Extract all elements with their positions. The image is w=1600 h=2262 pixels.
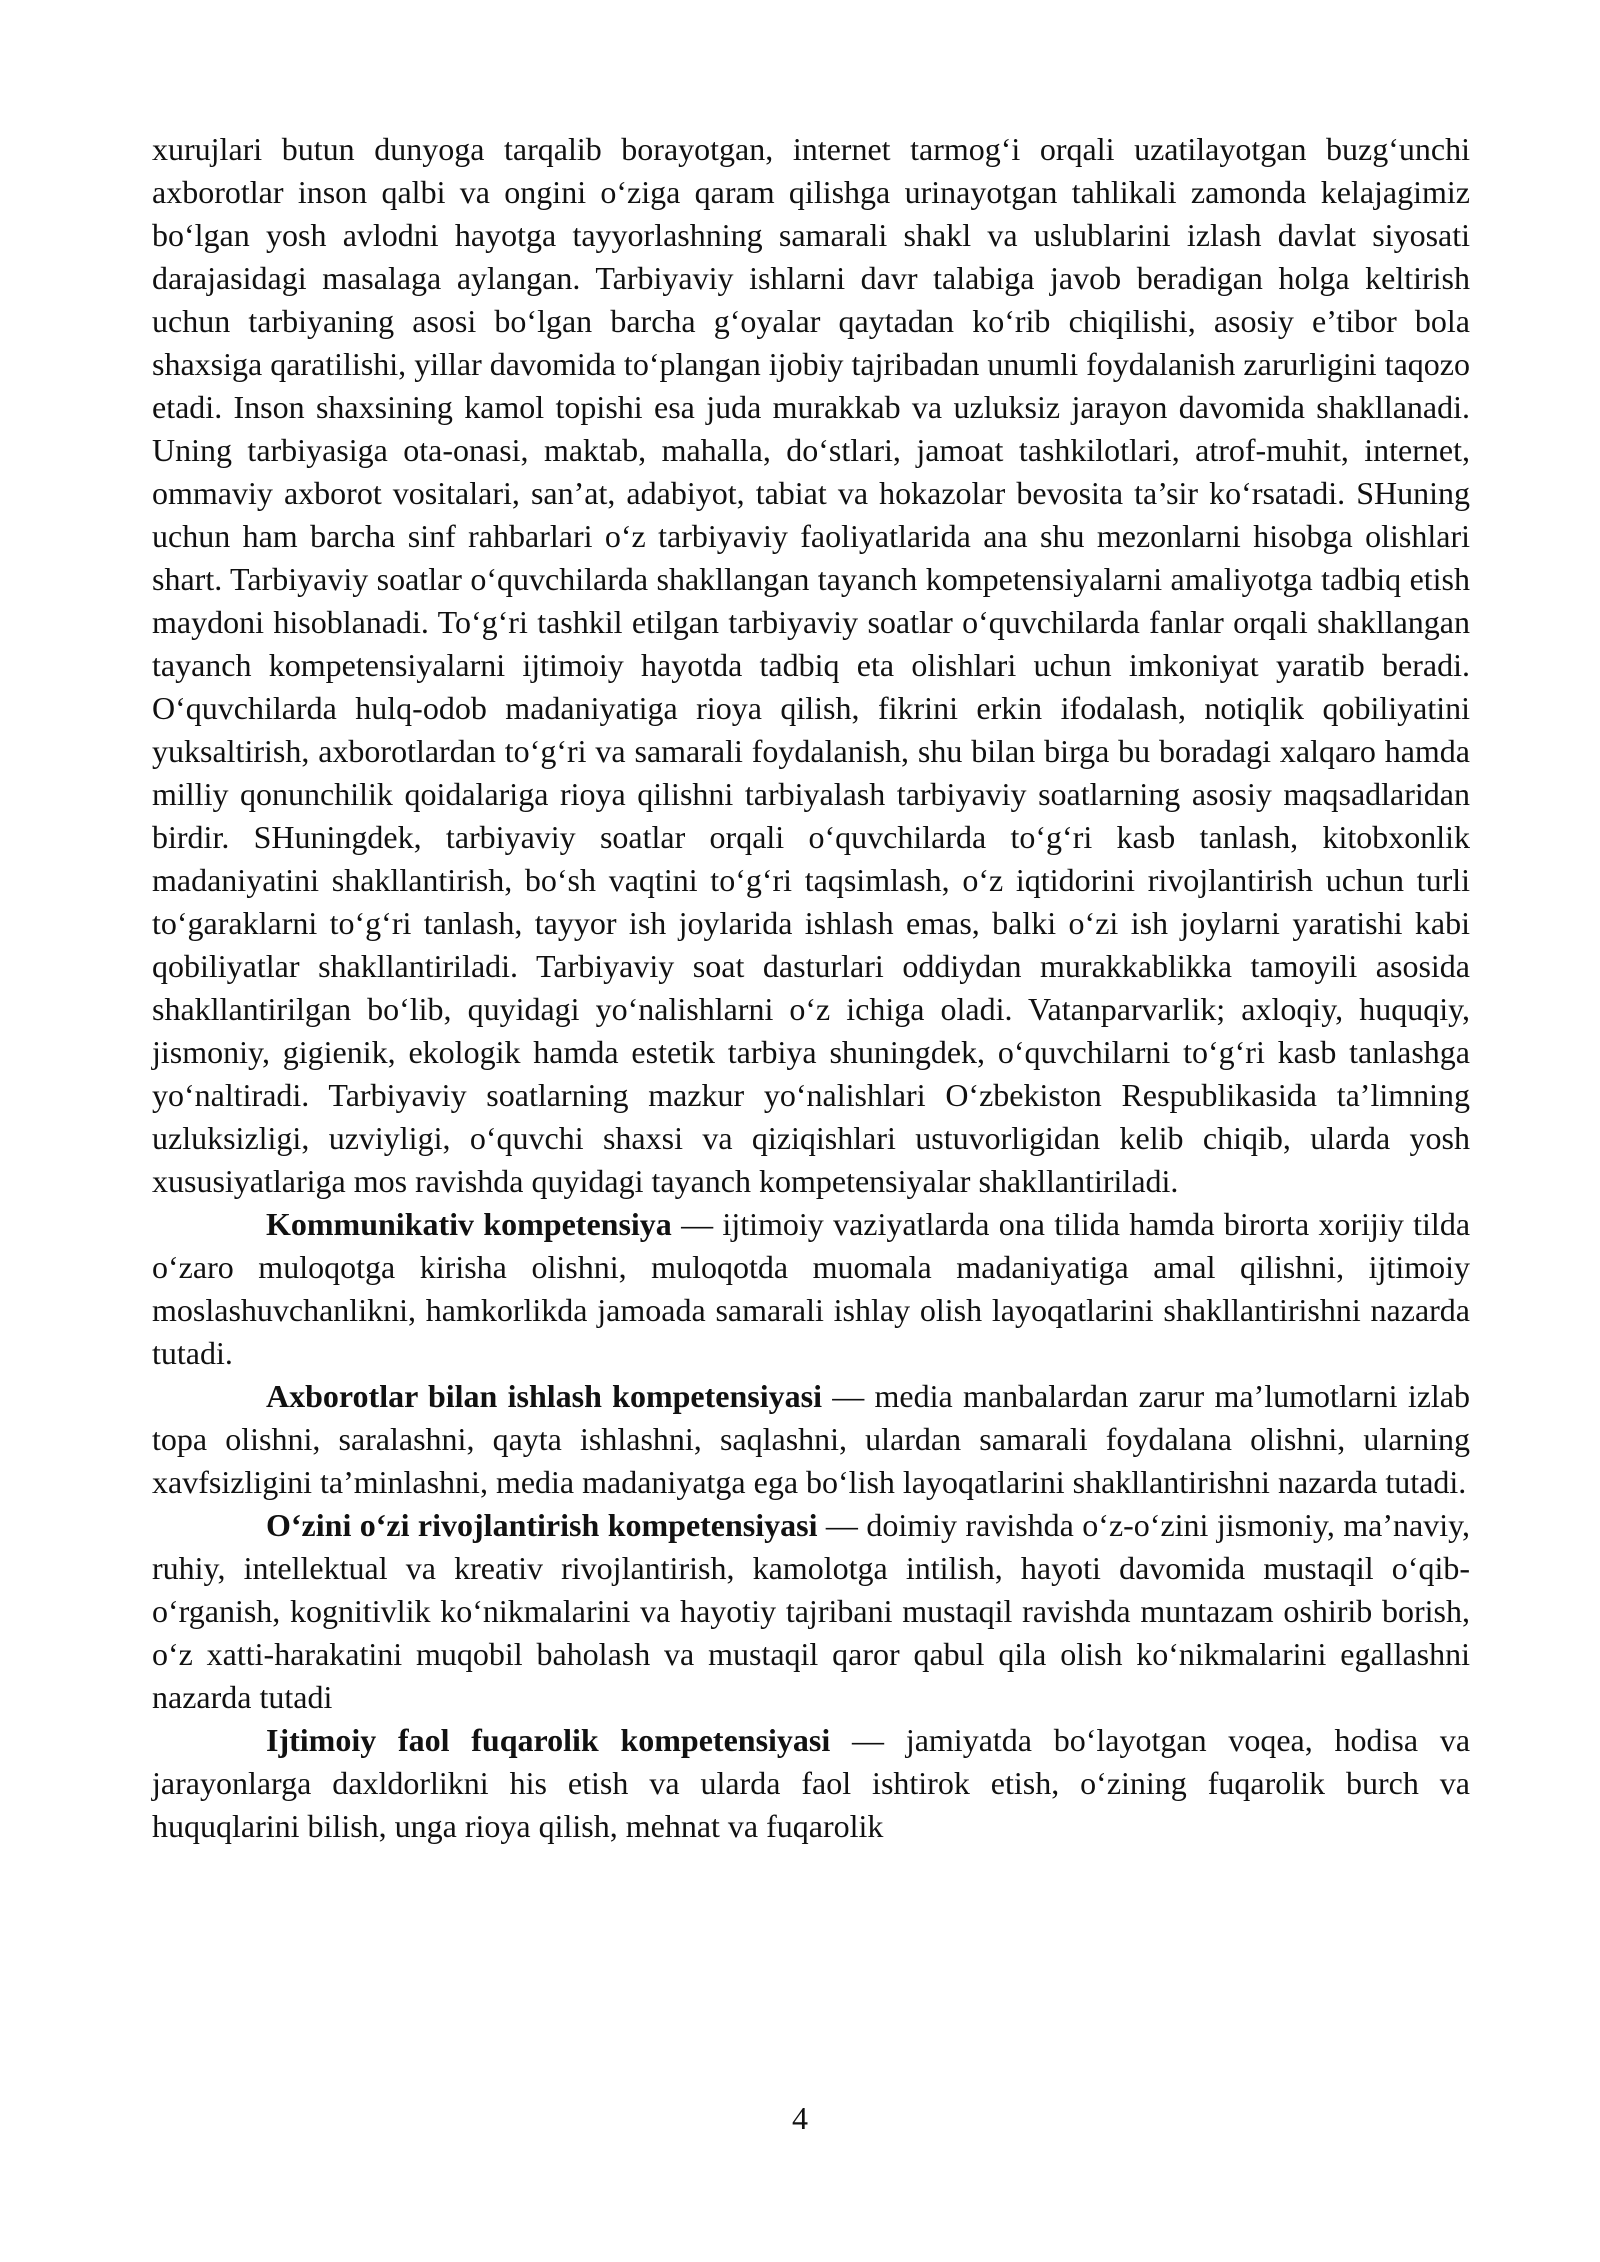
competency-term: Kommunikativ kompetensiya: [266, 1206, 672, 1242]
competency-definition: ijtimoiy vaziyatlarda ona tilida hamda birorta xorijiy tilda o‘zaro muloqotga kirisha olishni, muloqotda muomala madaniyatiga amal qilishni, ijtimoiy moslashuvchanlikni, hamkorlikda jamoada samarali ishlay olish layoqatlarini shakllantirishni nazarda tutadi.: [152, 1206, 1471, 1371]
competency-term: O‘zini o‘zi rivojlantirish kompetensiyasi: [266, 1507, 818, 1543]
competency-definition: doimiy ravishda o‘z-o‘zini jismoniy, ma’naviy, ruhiy, intellektual va kreativ rivojlantirish, kamolotga intilish, hayoti davomida mustaqil o‘qib-o‘rganish, kognitivlik ko‘nikmalarini va hayotiy tajribani mustaqil ravishda muntazam oshirib borish, o‘z xatti-harakatini muqobil baholash va mustaqil qaror qabul qila olish ko‘nikmalarini egallashni nazarda tutadi: [152, 1507, 1471, 1715]
competency-term: Ijtimoiy faol fuqarolik kompetensiyasi: [266, 1722, 831, 1758]
competency-paragraph-civic: [152, 1719, 1470, 1848]
document-page: [152, 128, 1470, 2262]
body-paragraph: [152, 128, 1470, 1203]
em-dash: —: [671, 1206, 723, 1242]
em-dash: —: [817, 1507, 867, 1543]
competency-term: Axborotlar bilan ishlash kompetensiyasi: [266, 1378, 822, 1414]
competency-paragraph-self-development: [152, 1504, 1470, 1719]
page-number: 4: [792, 2100, 808, 2136]
competency-definition: media manbalardan zarur ma’lumotlarni izlab topa olishni, saralashni, qayta ishlashni, saqlashni, ulardan samarali foydalana olishni, ularning xavfsizligini ta’minlashni, media madaniyatga ega bo‘lish layoqatlarini shakllantirishni nazarda tutadi.: [152, 1378, 1471, 1500]
em-dash: —: [830, 1722, 906, 1758]
em-dash: —: [821, 1378, 875, 1414]
competency-paragraph-communicative: [152, 1203, 1470, 1375]
competency-definition: jamiyatda bo‘layotgan voqea, hodisa va jarayonlarga daxldorlikni his etish va ularda faol ishtirok etish, o‘zining fuqarolik burch va huquqlarini bilish, unga rioya qilish, mehnat va fuqarolik: [152, 1722, 1471, 1844]
paragraph-text: xurujlari butun dunyoga tarqalib borayotgan, internet tarmog‘i orqali uzatilayotgan buzg‘unchi axborotlar inson qalbi va ongini o‘ziga qaram qilishga urinayotgan tahlikali zamonda kelajagimiz bo‘lgan yosh avlodni hayotga tayyorlashning samarali shakl va uslublarini izlash davlat siyosati darajasidagi masalaga aylangan. Tarbiyaviy ishlarni davr talabiga javob beradigan holga keltirish uchun tarbiyaning asosi bo‘lgan barcha g‘oyalar qaytadan ko‘rib chiqilishi, asosiy e’tibor bola shaxsiga qaratilishi, yillar davomida to‘plangan ijobiy tajribadan unumli foydalanish zarurligini taqozo etadi. Inson shaxsining kamol topishi esa juda murakkab va uzluksiz jarayon davomida shakllanadi. Uning tarbiyasiga ota-onasi, maktab, mahalla, do‘stlari, jamoat tashkilotlari, atrof-muhit, internet, ommaviy axborot vositalari, san’at, adabiyot, tabiat va hokazolar bevosita ta’sir ko‘rsatadi. SHuning uchun ham barcha sinf rahbarlari o‘z tarbiyaviy faoliyatlarida ana shu mezonlarni hisobga olishlari shart. Tarbiyaviy soatlar o‘quvchilarda shakllangan tayanch kompetensiyalarni amaliyotga tadbiq etish maydoni hisoblanadi. To‘g‘ri tashkil etilgan tarbiyaviy soatlar o‘quvchilarda fanlar orqali shakllangan tayanch kompetensiyalarni ijtimoiy hayotda tadbiq eta olishlari uchun imkoniyat yaratib beradi. O‘quvchilarda hulq-odob madaniyatiga rioya qilish, fikrini erkin ifodalash, notiqlik qobiliyatini yuksaltirish, axborotlardan to‘g‘ri va samarali foydalanish, shu bilan birga bu boradagi xalqaro hamda milliy qonunchilik qoidalariga rioya qilishni tarbiyalash tarbiyaviy soatlarning asosiy maqsadlaridan birdir. SHuningdek, tarbiyaviy soatlar orqali o‘quvchilarda to‘g‘ri kasb tanlash, kitobxonlik madaniyatini shakllantirish, bo‘sh vaqtini to‘g‘ri taqsimlash, o‘z iqtidorini rivojlantirish uchun turli to‘garaklarni to‘g‘ri tanlash, tayyor ish joylarida ishlash emas, balki o‘zi ish joylarni yaratishi kabi qobiliyatlar shakllantiriladi. Tarbiyaviy soat dasturlari oddiydan murakkablikka tamoyili asosida shakllantirilgan bo‘lib, quyidagi yo‘nalishlarni o‘z ichiga oladi. Vatanparvarlik; axloqiy, huquqiy, jismoniy, gigienik, ekologik hamda estetik tarbiya shuningdek, o‘quvchilarni to‘g‘ri kasb tanlashga yo‘naltiradi. Tarbiyaviy soatlarning mazkur yo‘nalishlari O‘zbekiston Respublikasida ta’limning uzluksizligi, uzviyligi, o‘quvchi shaxsi va qiziqishlari ustuvorligidan kelib chiqib, ularda yosh xususiyatlariga mos ravishda quyidagi tayanch kompetensiyalar shakllantiriladi.: [152, 131, 1470, 1199]
competency-paragraph-information: [152, 1375, 1470, 1504]
